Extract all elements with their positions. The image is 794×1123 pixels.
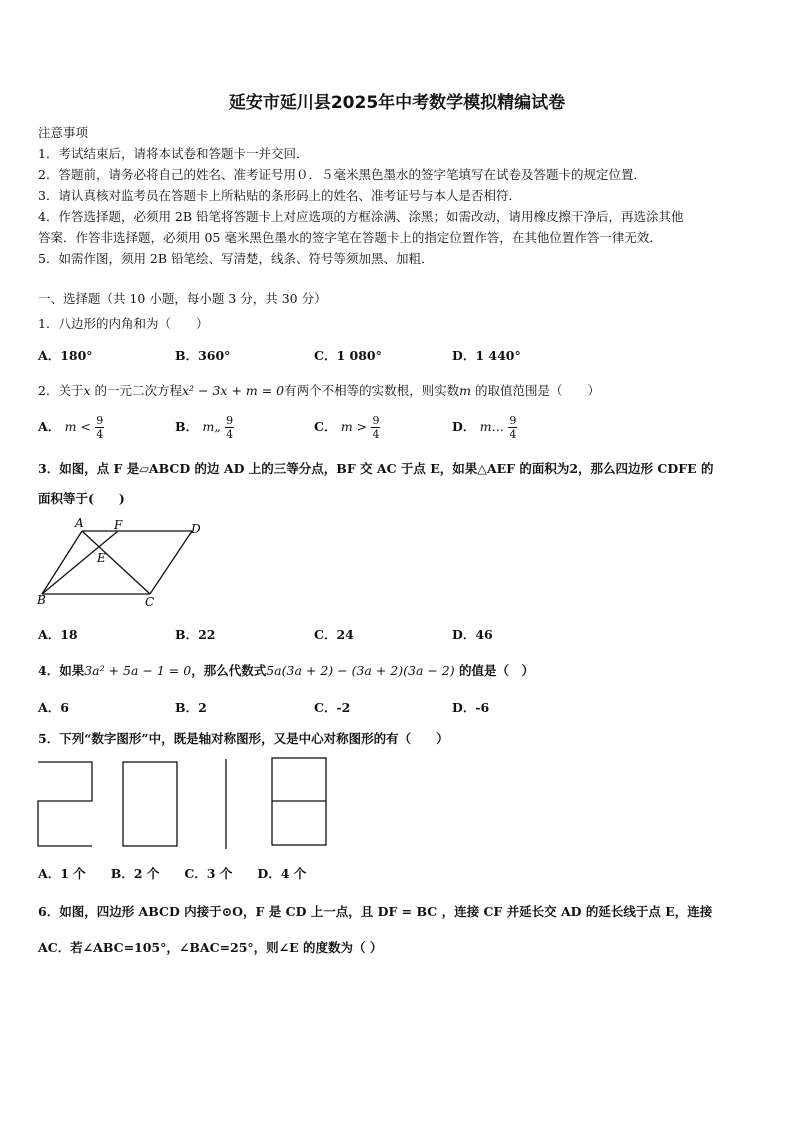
option-b: B．2 [175, 700, 207, 715]
q2-var: x [83, 383, 91, 398]
digit-figures [34, 755, 334, 851]
question-3-line1: 3．如图，点 F 是▱ABCD 的边 AD 上的三等分点，BF 交 AC 于点 E，如果△AEF 的面积为2，那么四边形 CDFE 的 [38, 461, 714, 476]
q2-equation: x² − 3x + m = 0 [182, 383, 285, 398]
question-6-line2: AC．若∠ABC=105°，∠BAC=25°，则∠E 的度数为（ ） [38, 940, 383, 955]
notice-item: 1．考试结束后，请将本试卷和答题卡一并交回． [38, 146, 309, 161]
parallelogram-figure [34, 514, 206, 610]
question-5-options: A．1 个 B．2 个 C．3 个 D．4 个 [38, 866, 307, 881]
q2-end: 的取值范围是（ ） [471, 383, 600, 398]
label-c: C [145, 595, 155, 609]
label-e: E [97, 551, 106, 565]
option-c: C． m > $\frac{9}{4}$ [314, 414, 380, 441]
q2-post: 有两个不相等的实数根，则实数 [284, 383, 460, 398]
label-a: A [75, 516, 84, 530]
option-d: D．-6 [452, 700, 490, 715]
notice-heading: 注意事项 [38, 125, 89, 140]
label-d: D [191, 522, 201, 536]
q4-expression: 5a(3a + 2) − (3a + 2)(3a − 2) [266, 663, 455, 678]
question-1: 1．八边形的内角和为（ ） [38, 316, 209, 331]
option-a: A．18 [38, 627, 78, 642]
label-f: F [114, 518, 123, 532]
question-5: 5．下列“数字图形”中，既是轴对称图形，又是中心对称图形的有（ ） [38, 731, 449, 746]
notice-item: 5．如需作图，须用 2B 铅笔绘、写清楚，线条、符号等须加黑、加粗． [38, 251, 434, 266]
question-2 [38, 381, 600, 399]
question-6-line1: 6．如图，四边形 ABCD 内接于⊙O，F 是 CD 上一点，且 DF = BC ，连接 CF 并延长交 AD 的延长线于点 E，连接 [38, 904, 713, 919]
option-c: C．-2 [314, 700, 351, 715]
option-d: D．46 [452, 627, 493, 642]
question-3-line2: 面积等于( ) [38, 491, 125, 506]
option-a: A．6 [38, 700, 69, 715]
notice-item: 4．作答选择题，必须用 2B 铅笔将答题卡上对应选项的方框涂满、涂黑；如需改动，请用橡皮擦干净后，再选涂其他 [38, 209, 684, 224]
digit-2-figure [38, 762, 92, 846]
option-b: B．22 [175, 627, 216, 642]
option-c: C．24 [314, 627, 354, 642]
notice-item: 答案．作答非选择题，必须用 05 毫米黑色墨水的签字笔在答题卡上的指定位置作答，在其他位置作答一律无效． [38, 230, 662, 245]
option-c: C．1 080° [314, 348, 382, 363]
question-4: 4．如果3a² + 5a − 1 = 0，那么代数式5a(3a + 2) − (3a + 2)(3a − 2) 的值是（ ） [38, 663, 534, 678]
q2-var2: m [459, 383, 472, 398]
option-b: B． m„ $\frac{9}{4}$ [175, 414, 234, 441]
option-b: B．360° [175, 348, 231, 363]
page-title: 延安市延川县2025年中考数学模拟精编试卷 [228, 93, 566, 113]
digit-0-figure [123, 762, 177, 846]
option-d: D．1 440° [452, 348, 521, 363]
q4-condition: 3a² + 5a − 1 = 0 [84, 663, 192, 678]
notice-item: 3．请认真核对监考员在答题卡上所粘贴的条形码上的姓名、准考证号与本人是否相符． [38, 188, 521, 203]
q2-mid: 的一元二次方程 [90, 383, 182, 398]
q2-pre: 2．关于 [38, 383, 84, 398]
option-d: D． m… $\frac{9}{4}$ [452, 414, 517, 441]
option-a: A． m < $\frac{9}{4}$ [38, 414, 104, 441]
notice-item: 2．答题前，请务必将自己的姓名、准考证号用０．５毫米黑色墨水的签字笔填写在试卷及答题卡的规定位置． [38, 167, 646, 182]
section-heading: 一、选择题（共 10 小题，每小题 3 分，共 30 分） [38, 291, 327, 306]
option-a: A．180° [38, 348, 93, 363]
label-b: B [37, 593, 46, 607]
